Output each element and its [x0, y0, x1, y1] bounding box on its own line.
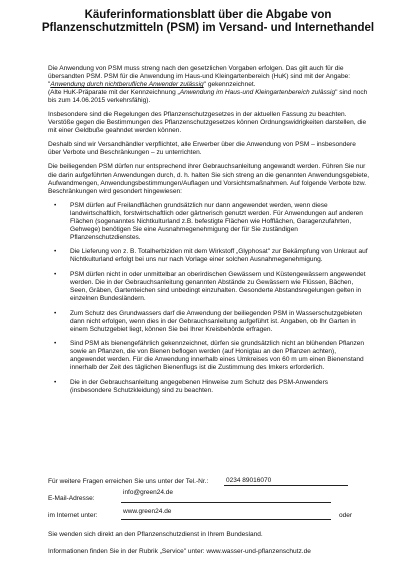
phone-label: Für weitere Fragen erreichen Sie uns unter der Tel.-Nr.:: [48, 478, 209, 485]
list-item-text: Die in der Gebrauchsanleitung angegebenen Hinweise zum Schutz des PSM-Anwenders (insbesondere Schutzkleidung) sind zu beachten.: [70, 379, 329, 395]
web-suffix: oder: [339, 512, 353, 519]
footer: [48, 531, 378, 556]
phone-row: [48, 473, 378, 489]
intro-paragraph: [48, 65, 370, 105]
list-item: [48, 340, 370, 372]
web-row: [48, 506, 378, 523]
bullet-icon: •: [54, 248, 57, 256]
email-value: info@green24.de: [123, 489, 173, 496]
title-line-1: Käuferinformationsblatt über die Abgabe von: [84, 9, 332, 21]
old-huk-note: (Alte HuK-Präparate mit der Kennzeichnung „: [48, 89, 180, 97]
footer-line-2: Informationen finden Sie in der Rubrik „Service" unter: www.wasser-und-pflanzenschutz.de: [48, 548, 311, 555]
paragraph-usage: Die beiliegenden PSM dürfen nur entsprechend ihrer Gebrauchsanleitung angewandt werden. Führen Sie nur die darin aufgeführten Anwendungen durch, d. h. halten Sie sich streng an die genannten Anwendungsgebiete, Aufwandmengen, Anwendungsbestimmungen/Auflagen und Vorsichtsmaßnahmen. Auf folgende Verbote bzw. Beschränkungen wird gesondert hingewiesen:: [48, 163, 370, 195]
document-title: [0, 9, 416, 35]
old-huk-marking: Anwendung im Haus-und Kleingartenbereich zulässig: [179, 89, 336, 97]
bullet-icon: •: [54, 201, 57, 209]
paragraph-regulations: Insbesondere sind die Regelungen des Pflanzenschutzgesetzes in der aktuellen Fassung zu beachten. Verstöße gegen die Bestimmungen des Pflanzenschutzgesetzes können Ordnungswidrigkeiten darstellen, die mit einer Geldbuße geahndet werden können.: [48, 111, 367, 135]
bullet-icon: •: [54, 379, 57, 386]
paragraph-obligation: Deshalb sind wir Versandhändler verpflichtet, alle Erwerber über die Anwendung von PSM – insbesondere über Verbote und Beschränkungen – zu unterrichten.: [48, 141, 356, 157]
list-item: [48, 310, 370, 334]
list-item-text: Die Lieferung von z. B. Totalherbiziden mit dem Wirkstoff „Glyphosat" zur Bekämpfung von Unkraut auf Nichtkulturland erfolgt bei uns nur nach Vorlage einer solchen Ausnahmegenehmigung.: [70, 248, 368, 264]
list-item-text: Sind PSM als bienengefährlich gekennzeichnet, dürfen sie grundsätzlich nicht an blühenden Pflanzen sowie an Pflanzen, die von Bienen beflogen werden (auf Honigtau an den Pflanzen achten), angewendet werden. Für die Anwendung innerhalb eines Umkreises von 60 m um einen Bienenstand innerhalb der Zeit des täglichen Bienenflugs ist die Zustimmung des Imkers erforderlich.: [70, 340, 365, 372]
list-item: [48, 248, 370, 264]
footer-line-1: Sie wenden sich direkt an den Pflanzenschutzdienst in Ihrem Bundesland.: [48, 531, 263, 538]
phone-value: 0234 89016070: [226, 477, 272, 484]
list-item: [48, 202, 370, 242]
bullet-icon: •: [54, 340, 57, 348]
intro-text: Die Anwendung von PSM muss streng nach den gesetzlichen Vorgaben erfolgen. Das gilt auch für die übersandten PSM. PSM für die Anwendung im Haus-und Kleingartenbereich (HuK) sind mit der Angabe: ": [48, 65, 351, 89]
title-line-2: Pflanzenschutzmitteln (PSM) im Versand- und Internethandel: [41, 22, 375, 34]
contact-form: [48, 473, 378, 565]
huk-marking: Anwendung durch nichtberufliche Anwender zulässig: [50, 81, 204, 89]
list-item: [48, 271, 370, 303]
bullet-icon: •: [54, 270, 57, 278]
web-value: www.green24.de: [123, 508, 172, 515]
web-label: im Internet unter:: [48, 512, 98, 519]
old-huk-note-end: " sind noch bis zum 14.06.2015 verkehrsfähig).: [48, 89, 368, 105]
email-row: [48, 489, 378, 506]
email-label: E-Mail-Adresse:: [48, 495, 95, 502]
list-item-text: Zum Schutz des Grundwassers darf die Anwendung der beiliegenden PSM in Wasserschutzgebieten dann nicht erfolgen, wenn dies in der Gebrauchsanleitung aufgeführt ist. Angaben, ob Ihr Garten in einem Schutzgebiet liegt, können Sie bei Ihrer Kreisbehörde erfragen.: [70, 309, 362, 333]
restrictions-list: [48, 202, 370, 395]
list-item-text: PSM dürfen nicht in oder unmittelbar an oberirdischen Gewässern und Küstengewässern angewendet werden. Die in der Gebrauchsanleitung genannten Abstände zu Gewässern wie Flüssen, Bächen, Seen, Gräben, Gartenteichen sind unbedingt einzuhalten. Gesonderte Abstandsregelungen gelten in einzelnen Bundesländern.: [70, 270, 366, 303]
intro-text-cont: " gekennzeichnet.: [203, 81, 256, 89]
bullet-icon: •: [54, 309, 57, 317]
list-item-text: PSM dürfen auf Freilandflächen grundsätzlich nur dann angewendet werden, wenn diese landwirtschaftlich, forstwirtschaftlich oder gärtnerisch genutzt werden. Für Anwendungen auf anderen Flächen (sogenanntes Nichtkulturland z.B. befestigte Flächen wie Hofflächen, Garagenzufahrten, Gehwege) benötigen Sie eine Ausnahmegenehmigung der für Sie zuständigen Pflanzenschutzdienstes.: [70, 201, 363, 241]
list-item: [48, 379, 370, 395]
document-body: [48, 65, 370, 402]
